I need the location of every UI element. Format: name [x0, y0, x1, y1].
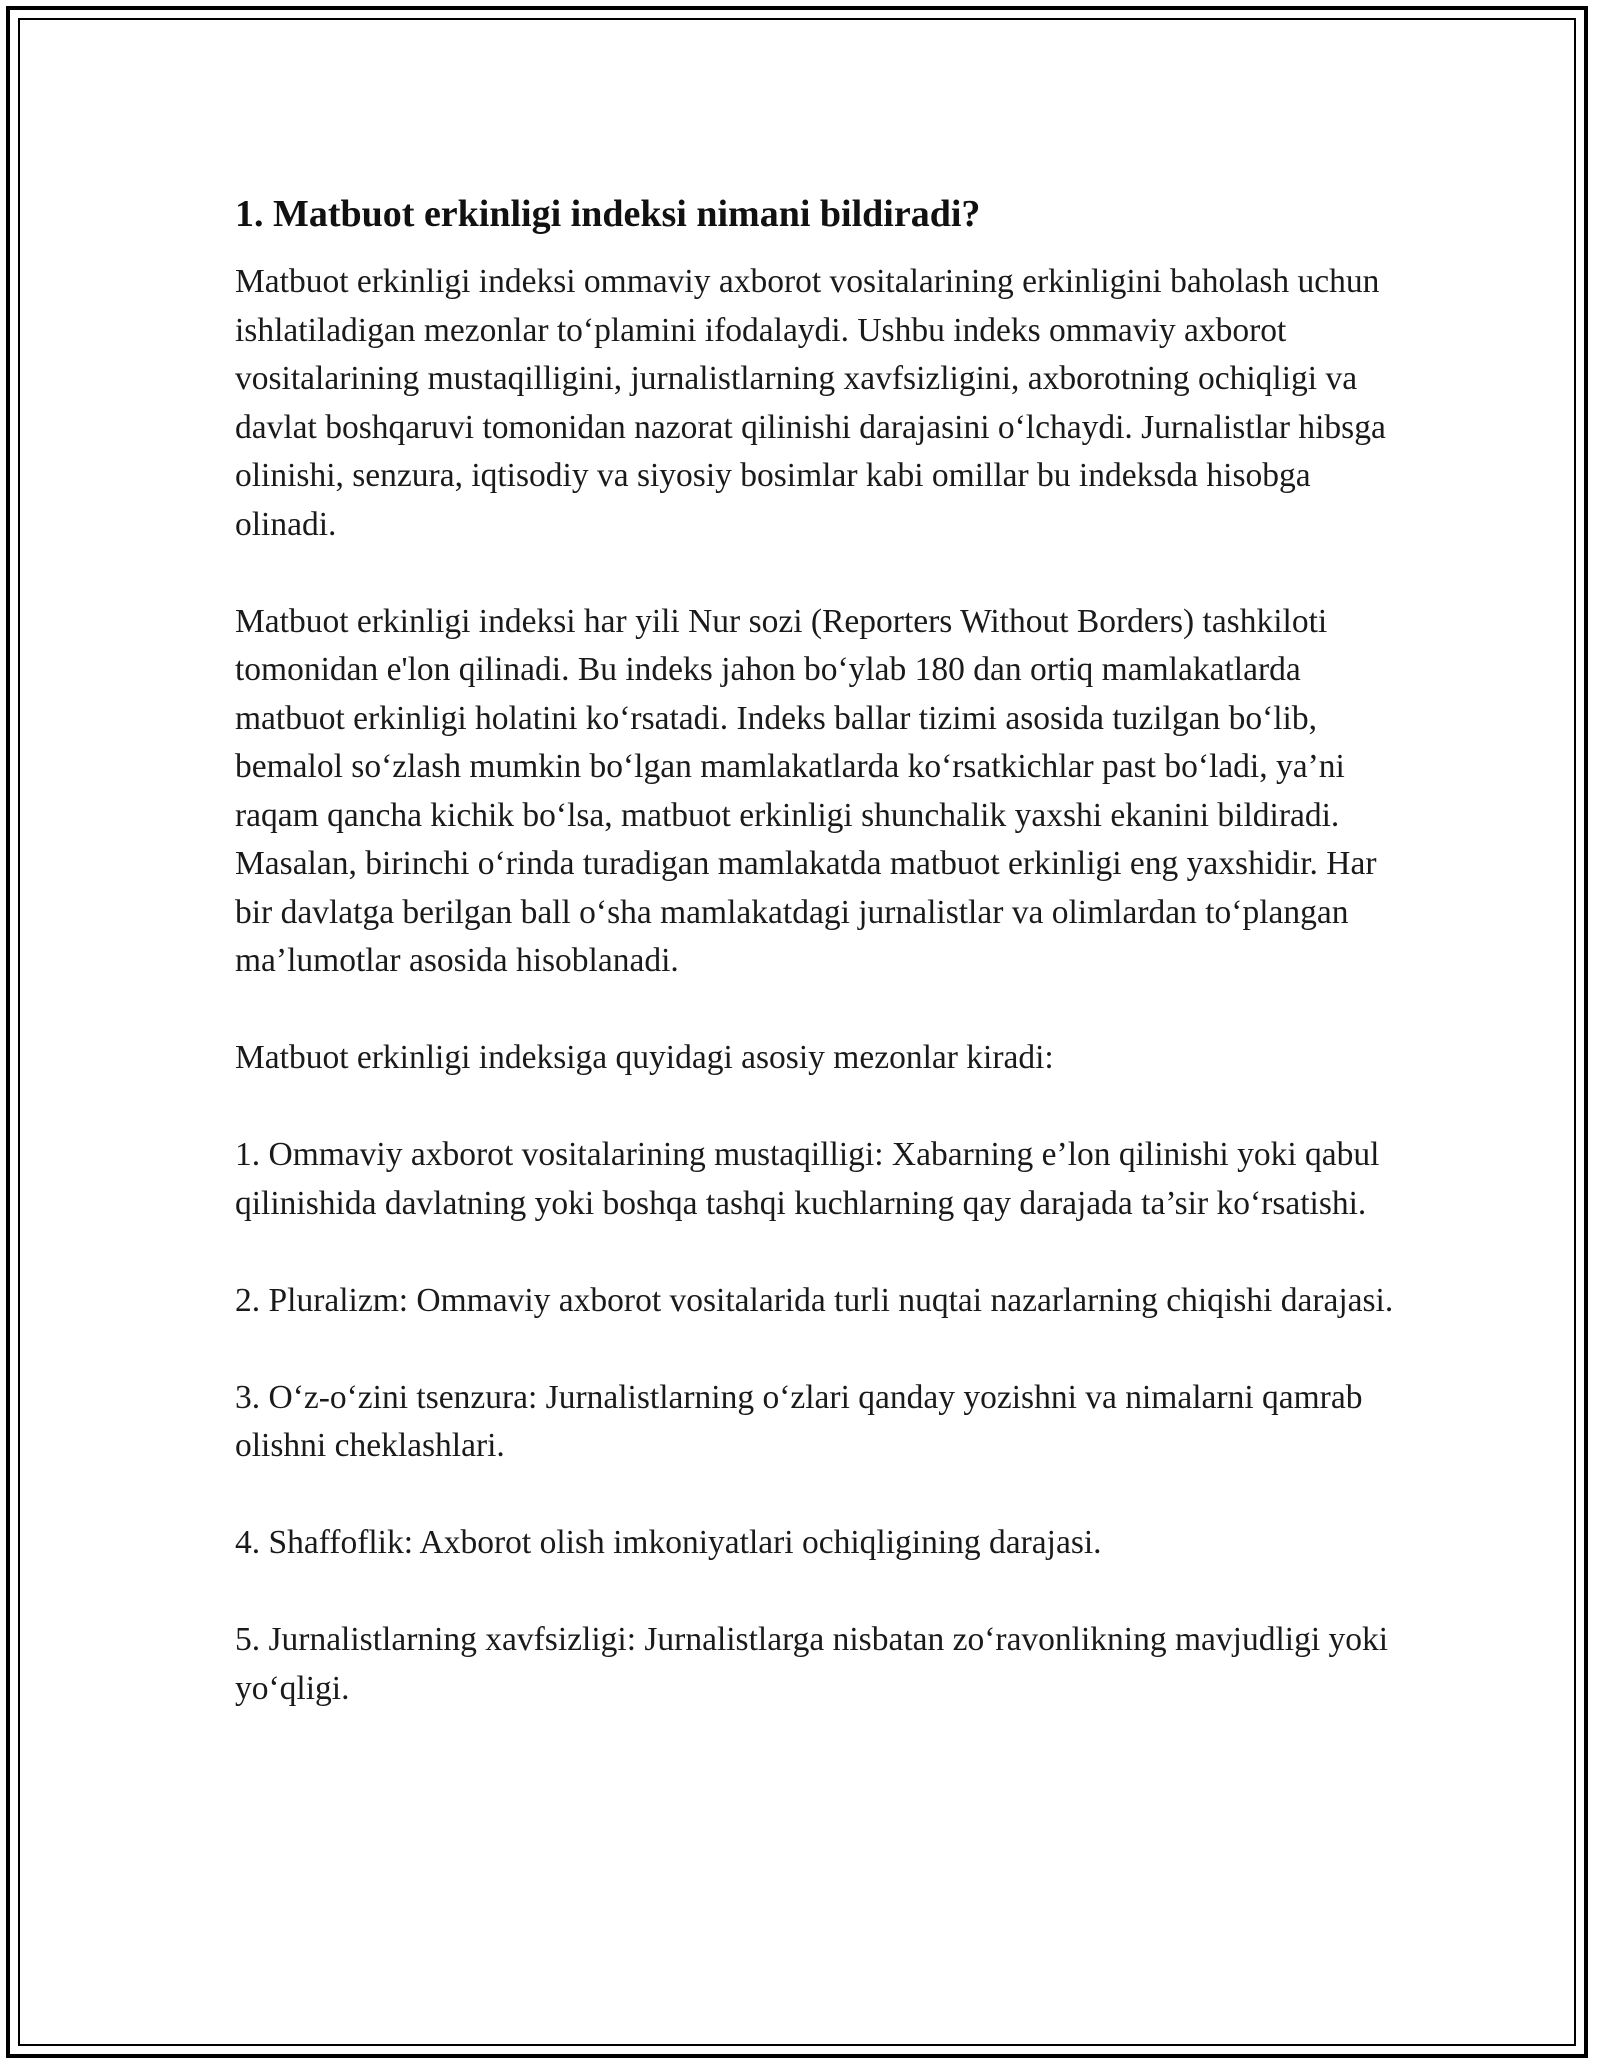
- criterion-transparency: 4. Shaffoflik: Axborot olish imkoniyatlari ochiqligining darajasi.: [235, 1524, 1102, 1561]
- index-description-paragraph: Matbuot erkinligi indeksi har yili Nur sozi (Reporters Without Borders) tashkiloti tomonidan e'lon qilinadi. Bu indeks jahon bo‘ylab 180 dan ortiq mamlakatlarda matbuot erkinligi holatini ko‘rsatadi. Indeks ballar tizimi asosida tuzilgan bo‘lib, bemalol so‘zlash mumkin bo‘lgan mamlakatlarda ko‘rsatkichlar past bo‘ladi, ya’ni raqam qancha kichik bo‘lsa, matbuot erkinligi shunchalik yaxshi ekanini bildiradi. Masalan, birinchi o‘rinda turadigan mamlakatda matbuot erkinligi eng yaxshidir. Har bir davlatga berilgan ball o‘sha mamlakatdagi jurnalistlar va olimlardan to‘plangan ma’lumotlar asosida hisoblanadi.: [235, 602, 1377, 979]
- document-body: [235, 188, 1395, 1762]
- intro-paragraph: Matbuot erkinligi indeksi ommaviy axborot vositalarining erkinligini baholash uchun ishlatiladigan mezonlar to‘plamini ifodalaydi. Ushbu indeks ommaviy axborot vositalarining mustaqilligini, jurnalistlarning xavfsizligini, axborotning ochiqligi va davlat boshqaruvi tomonidan nazorat qilinishi darajasini o‘lchaydi. Jurnalistlar hibsga olinishi, senzura, iqtisodiy va siyosiy bosimlar kabi omillar bu indeksda hisobga olinadi.: [235, 263, 1386, 543]
- criterion-self-censorship: 3. O‘z-o‘zini tsenzura: Jurnalistlarning o‘zlari qanday yozishni va nimalarni qamrab olishni cheklashlari.: [235, 1378, 1363, 1464]
- criterion-journalist-safety: 5. Jurnalistlarning xavfsizligi: Jurnalistlarga nisbatan zo‘ravonlikning mavjudligi yoki yo‘qligi.: [235, 1621, 1389, 1707]
- criterion-independence: 1. Ommaviy axborot vositalarining mustaqilligi: Xabarning e’lon qilinishi yoki qabul qilinishida davlatning yoki boshqa tashqi kuchlarning qay darajada ta’sir ko‘rsatishi.: [235, 1136, 1380, 1222]
- criteria-intro-paragraph: Matbuot erkinligi indeksiga quyidagi asosiy mezonlar kiradi:: [235, 1039, 1054, 1076]
- criterion-pluralism: 2. Pluralizm: Ommaviy axborot vositalarida turli nuqtai nazarlarning chiqishi darajasi.: [235, 1281, 1394, 1319]
- section-heading: 1. Matbuot erkinligi indeksi nimani bildiradi?: [235, 193, 981, 235]
